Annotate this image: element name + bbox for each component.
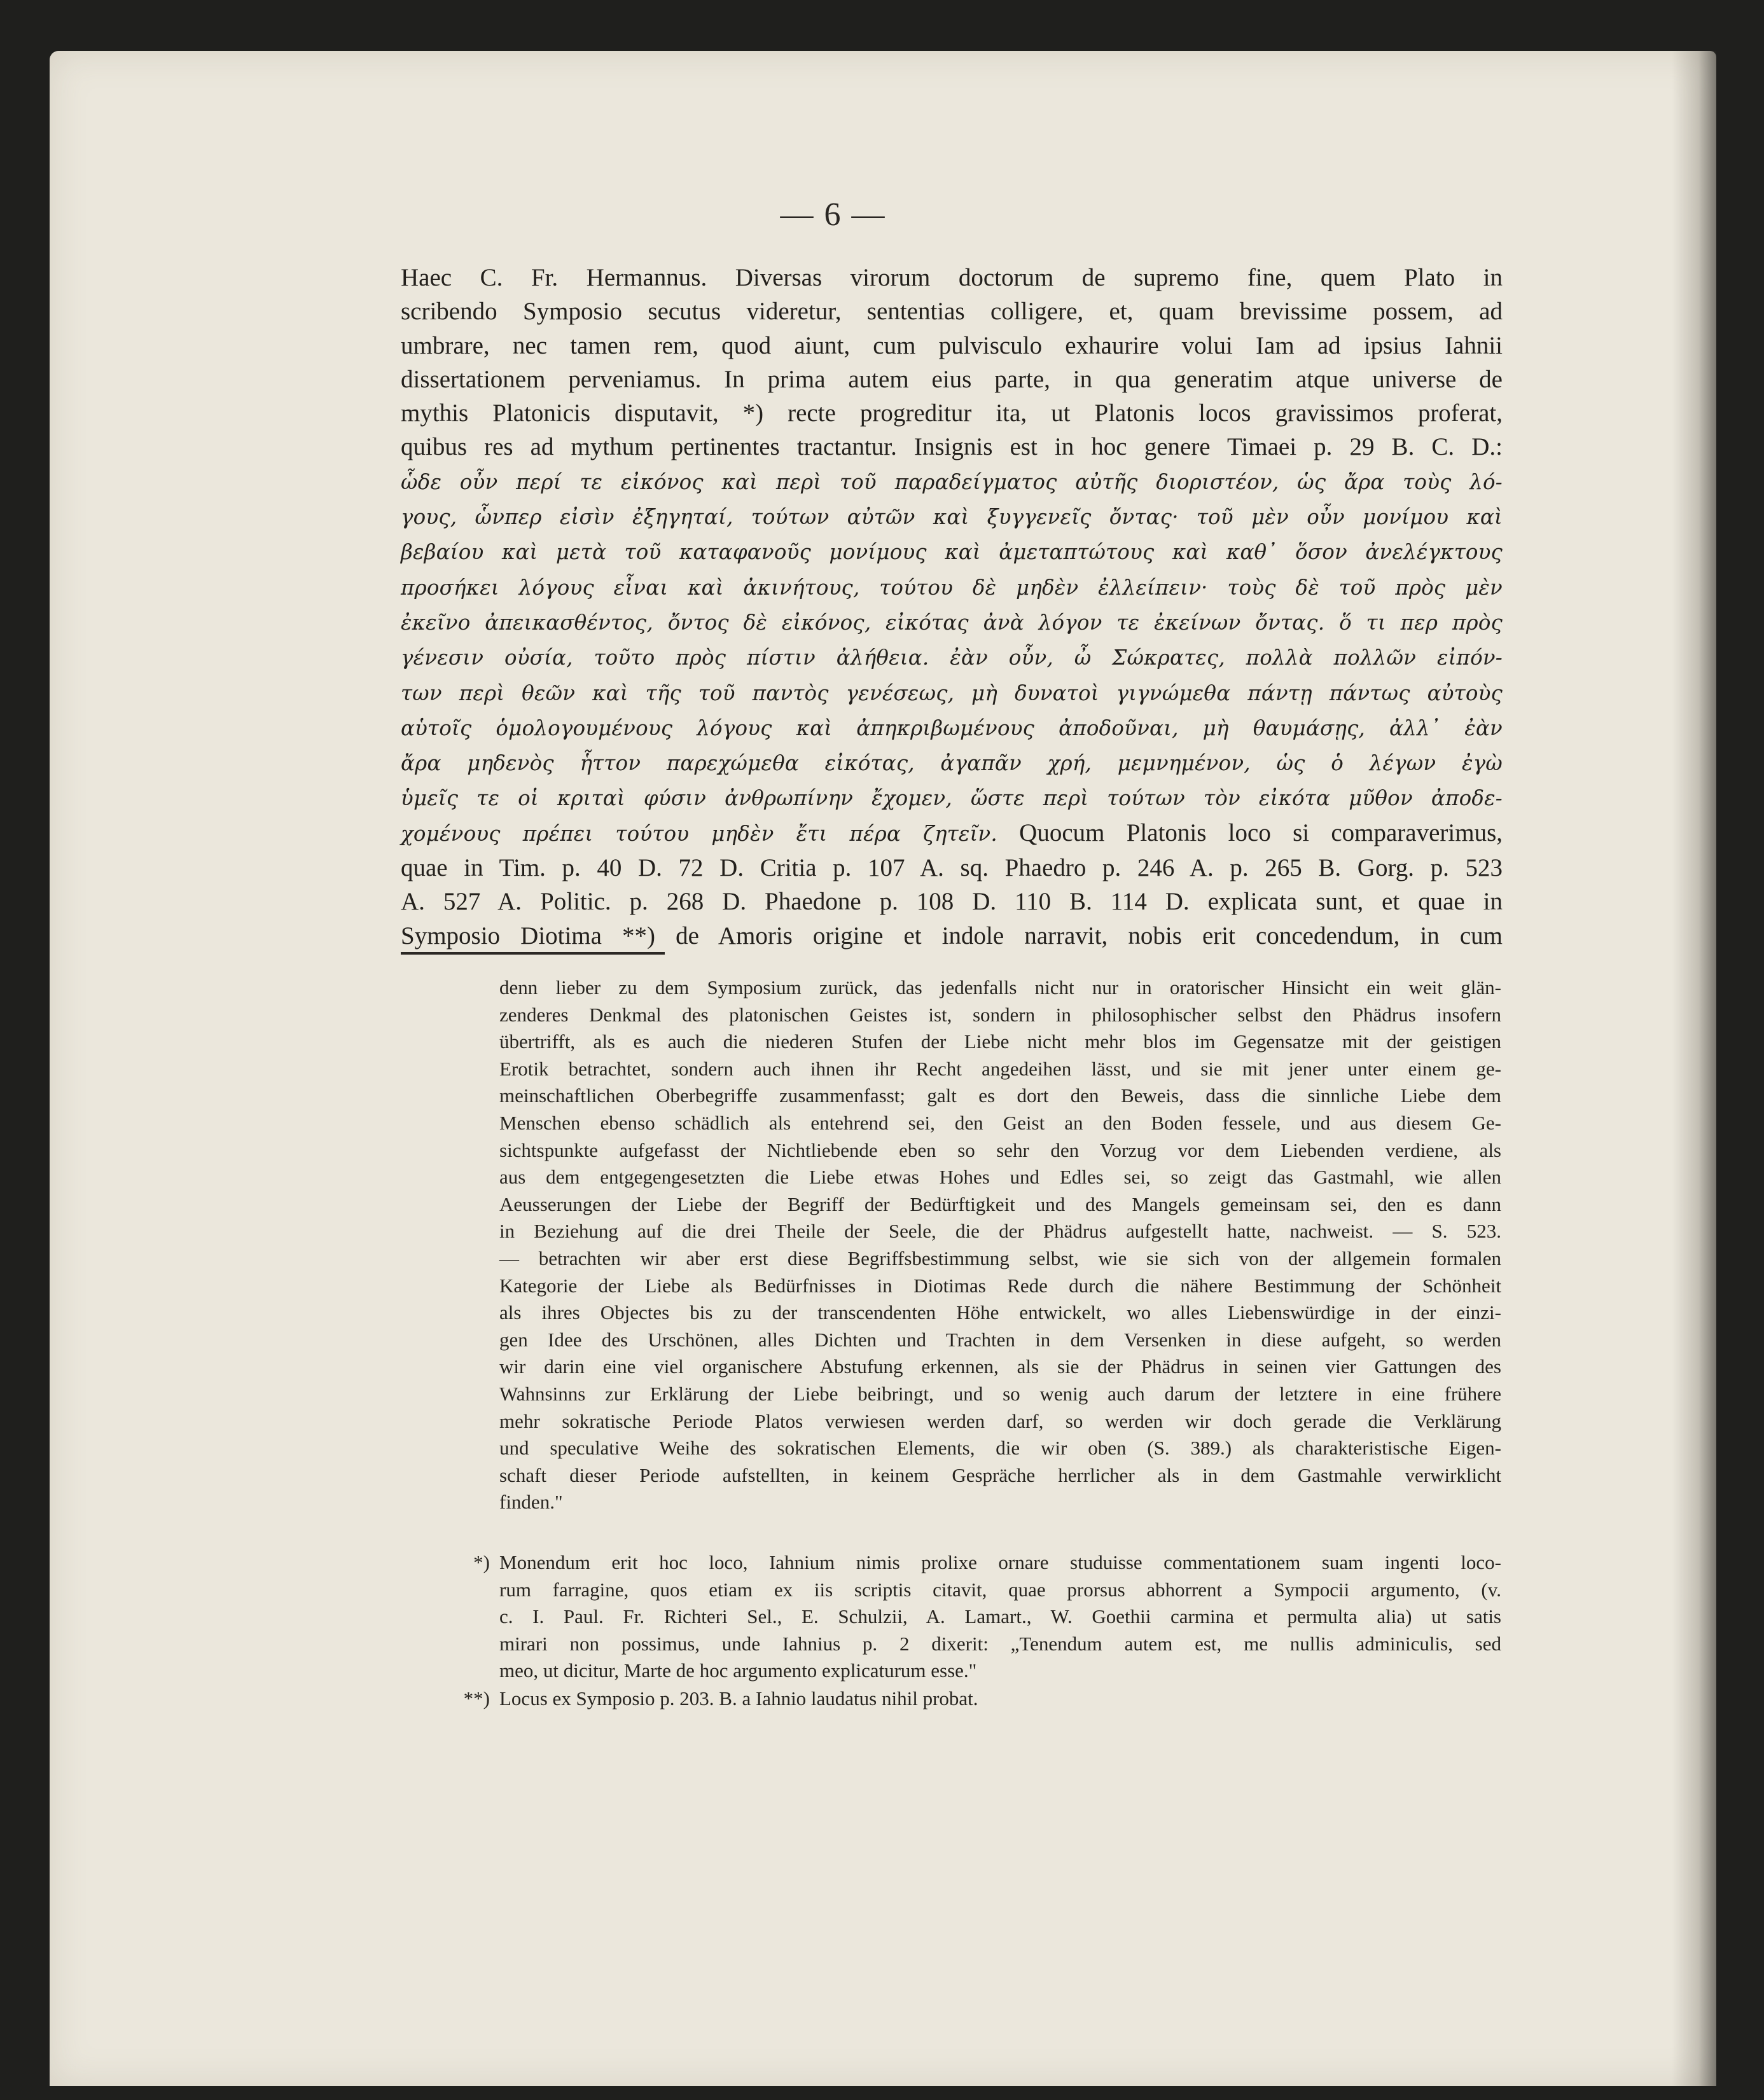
footnote-line: — betrachten wir aber erst diese Begriffsbestimmung selbst, wie sie sich von der allgemein formalen <box>499 1247 1501 1269</box>
latin-text: mythis Platonicis disputavit, *) recte progreditur ita, ut Platonis locos gravissimos proferat, <box>401 399 1503 427</box>
footnote-line: übertrifft, als es auch die niederen Stufen der Liebe nicht mehr blos im Gegensatze mit der geistigen <box>499 1030 1501 1053</box>
main-text-line <box>401 329 1503 363</box>
greek-quotation-text: ἄρα μηδενὸς ἧττον παρεχώμεθα εἰκότας, ἀγαπᾶν χρή, μεμνημένον, ὡς ὁ λέγων ἐγὼ <box>401 751 1503 776</box>
main-text-line <box>401 745 1503 780</box>
footnote-line: wir darin eine viel organischere Abstufung erkennen, als sie der Phädrus in seinen vier Gattungen des <box>499 1355 1501 1378</box>
main-text-line <box>401 534 1503 569</box>
footnote-line: Monendum erit hoc loco, Iahnium nimis prolixe ornare studuisse commentationem suam ingenti loco- <box>499 1551 1501 1573</box>
footnote-line: Kategorie der Liebe als Bedürfnisses in Diotimas Rede durch die nähere Bestimmung der Schönheit <box>499 1274 1501 1297</box>
greek-quotation-text: χομένους πρέπει τούτου μηδὲν ἔτι πέρα ζητεῖν. <box>401 821 997 846</box>
main-text-line <box>401 816 1503 851</box>
greek-quotation-text: βεβαίου καὶ μετὰ τοῦ καταφανοῦς μονίμους καὶ ἀμεταπτώτους καὶ καθ᾽ ὅσον ἀνελέγκτους <box>401 540 1503 565</box>
main-text-line <box>401 363 1503 396</box>
main-text-line <box>401 675 1503 710</box>
footnote-line: c. I. Paul. Fr. Richteri Sel., E. Schulzii, A. Lamart., W. Goethii carmina et permulta alia) ut satis <box>499 1605 1501 1628</box>
main-text-line <box>401 885 1503 918</box>
footnote-line: finden." <box>499 1491 563 1514</box>
footnote-line: Erotik betrachtet, sondern auch ihnen ihr Recht angedeihen lässt, und sie mit jener unter einem ge- <box>499 1057 1501 1080</box>
latin-text: umbrare, nec tamen rem, quod aiunt, cum pulvisculo exhaurire volui Iam ad ipsius Iahnii <box>401 331 1503 359</box>
footnote-line: in Beziehung auf die drei Theile der Seele, die der Phädrus aufgestellt hatte, nachweist. — S. 523. <box>499 1220 1501 1243</box>
footnote-line: meinschaftlichen Oberbegriffe zusammenfasst; galt es dort den Beweis, dass die sinnliche Liebe dem <box>499 1084 1501 1107</box>
footnote-line: denn lieber zu dem Symposium zurück, das jedenfalls nicht nur in oratorischer Hinsicht ein weit glän- <box>499 976 1501 998</box>
footnote-line: Aeusserungen der Liebe der Begriff der Bedürftigkeit und des Mangels gemeinsam sei, den es dann <box>499 1192 1501 1215</box>
latin-text: Quocum Platonis loco si comparaverimus, <box>997 819 1503 846</box>
main-text-line <box>401 396 1503 430</box>
greek-quotation-text: των περὶ θεῶν καὶ τῆς τοῦ παντὸς γενέσεως, μὴ δυνατοὶ γιγνώμεθα πάντῃ πάντως αὐτοὺς <box>401 680 1503 705</box>
latin-text: quae in Tim. p. 40 D. 72 D. Critia p. 107 A. sq. Phaedro p. 246 A. p. 265 B. Gorg. p. 523 <box>401 854 1503 882</box>
latin-text: Haec C. Fr. Hermannus. Diversas virorum doctorum de supremo fine, quem Plato in <box>401 264 1503 291</box>
main-text-line <box>401 499 1503 534</box>
footnote-line: mehr sokratische Periode Platos verwiesen werden darf, so werden wir doch gerade die Verklärung <box>499 1409 1501 1432</box>
latin-text: Symposio Diotima **) de Amoris origine et indole narravit, nobis erit concedendum, in cum <box>401 922 1503 950</box>
footnote-line: schaft dieser Periode aufstellten, in keinem Gespräche herrlicher als in dem Gastmahle verwirklicht <box>499 1463 1501 1486</box>
greek-quotation-text: αὑτοῖς ὁμολογουμένους λόγους καὶ ἀπηκριβωμένους ἀποδοῦναι, μὴ θαυμάσῃς, ἀλλ᾽ ἐὰν <box>401 715 1503 740</box>
latin-text: dissertationem perveniamus. In prima autem eius parte, in qua generatim atque universe de <box>401 365 1503 393</box>
main-text-line <box>401 261 1503 294</box>
continued-footnote-block <box>499 974 1501 1516</box>
footnote-1-mark: *) <box>473 1551 490 1573</box>
latin-text: scribendo Symposio secutus videretur, sententias colligere, et, quam brevissime possem, ad <box>401 298 1503 326</box>
page-gutter-shadow <box>1672 51 1716 2086</box>
greek-quotation-text: γους, ὧνπερ εἰσὶν ἐξηγηταί, τούτων αὐτῶν καὶ ξυγγενεῖς ὄντας· τοῦ μὲν οὖν μονίμου καὶ <box>401 505 1503 530</box>
main-text-line <box>401 294 1503 328</box>
latin-text: A. 527 A. Politic. p. 268 D. Phaedone p. 108 D. 110 B. 114 D. explicata sunt, et quae in <box>401 888 1503 916</box>
footnote-line: gen Idee des Urschönen, alles Dichten und Trachten in dem Versenken in diese aufgeht, so werden <box>499 1328 1501 1351</box>
main-text-line <box>401 780 1503 815</box>
footnote-line: zenderes Denkmal des platonischen Geistes ist, sondern in philosophischer selbst den Phädrus insofern <box>499 1003 1501 1026</box>
footnote-2-block <box>499 1685 1501 1713</box>
footnote-line: als ihres Objectes bis zu der transcendenten Höhe entwickelt, wo alles Liebenswürdige in der einzi- <box>499 1301 1501 1324</box>
footnote-line: sichtspunkte aufgefasst der Nichtliebende eben so sehr den Vorzug vor dem Liebenden verdiene, als <box>499 1138 1501 1161</box>
main-text-line <box>401 919 1503 953</box>
footnote-line: mirari non possimus, unde Iahnius p. 2 dixerit: „Tenendum autem est, me nullis adminiculis, sed <box>499 1632 1501 1655</box>
greek-quotation-text: ὧδε οὖν περί τε εἰκόνος καὶ περὶ τοῦ παραδείγματος αὐτῆς διοριστέον, ὡς ἄρα τοὺς λό- <box>401 469 1503 494</box>
main-text-block <box>401 261 1503 953</box>
main-text-line <box>401 430 1503 464</box>
greek-quotation-text: ὑμεῖς τε οἱ κριταὶ φύσιν ἀνθρωπίνην ἔχομεν, ὥστε περὶ τούτων τὸν εἰκότα μῦθον ἀποδε- <box>401 786 1503 811</box>
main-text-line <box>401 851 1503 885</box>
footnote-line: aus dem entgegengesetzten die Liebe etwas Hohes und Edles sei, so zeigt das Gastmahl, wie allen <box>499 1166 1501 1189</box>
main-text-line <box>401 464 1503 499</box>
main-text-line <box>401 605 1503 640</box>
page-number: — 6 — <box>780 197 886 233</box>
footnote-line: Locus ex Symposio p. 203. B. a Iahnio laudatus nihil probat. <box>499 1687 978 1710</box>
latin-text: quibus res ad mythum pertinentes tractantur. Insignis est in hoc genere Timaei p. 29 B. C. D.: <box>401 433 1503 461</box>
greek-quotation-text: προσήκει λόγους εἶναι καὶ ἀκινήτους, τούτου δὲ μηδὲν ἐλλείπειν· τοὺς δὲ τοῦ πρὸς μὲν <box>401 575 1503 600</box>
footnote-2-mark: **) <box>463 1687 490 1710</box>
footnote-line: Menschen ebenso schädlich als entehrend sei, den Geist an den Boden fessele, und aus diesem Ge- <box>499 1111 1501 1134</box>
footnote-1-block <box>499 1549 1501 1685</box>
main-text-line <box>401 640 1503 675</box>
greek-quotation-text: ἐκεῖνο ἀπεικασθέντος, ὄντος δὲ εἰκόνος, εἰκότας ἀνὰ λόγον τε ἐκείνων ὄντας. ὅ τι περ πρὸς <box>401 610 1503 635</box>
footnote-line: Wahnsinns zur Erklärung der Liebe beibringt, und so wenig auch darum der letztere in eine frühere <box>499 1382 1501 1405</box>
main-text-line <box>401 570 1503 605</box>
footnote-line: rum farragine, quos etiam ex iis scriptis citavit, quae prorsus abhorrent a Sympocii argumento, (v. <box>499 1578 1501 1601</box>
greek-quotation-text: γένεσιν οὐσία, τοῦτο πρὸς πίστιν ἀλήθεια. ἐὰν οὖν, ὦ Σώκρατες, πολλὰ πολλῶν εἰπόν- <box>401 646 1503 670</box>
footnote-line: meo, ut dicitur, Marte de hoc argumento explicaturum esse." <box>499 1659 977 1682</box>
footnote-separator-rule <box>401 952 665 955</box>
main-text-line <box>401 710 1503 745</box>
footnote-line: und speculative Weihe des sokratischen Elements, die wir oben (S. 389.) als charakteristische Eigen- <box>499 1437 1501 1460</box>
